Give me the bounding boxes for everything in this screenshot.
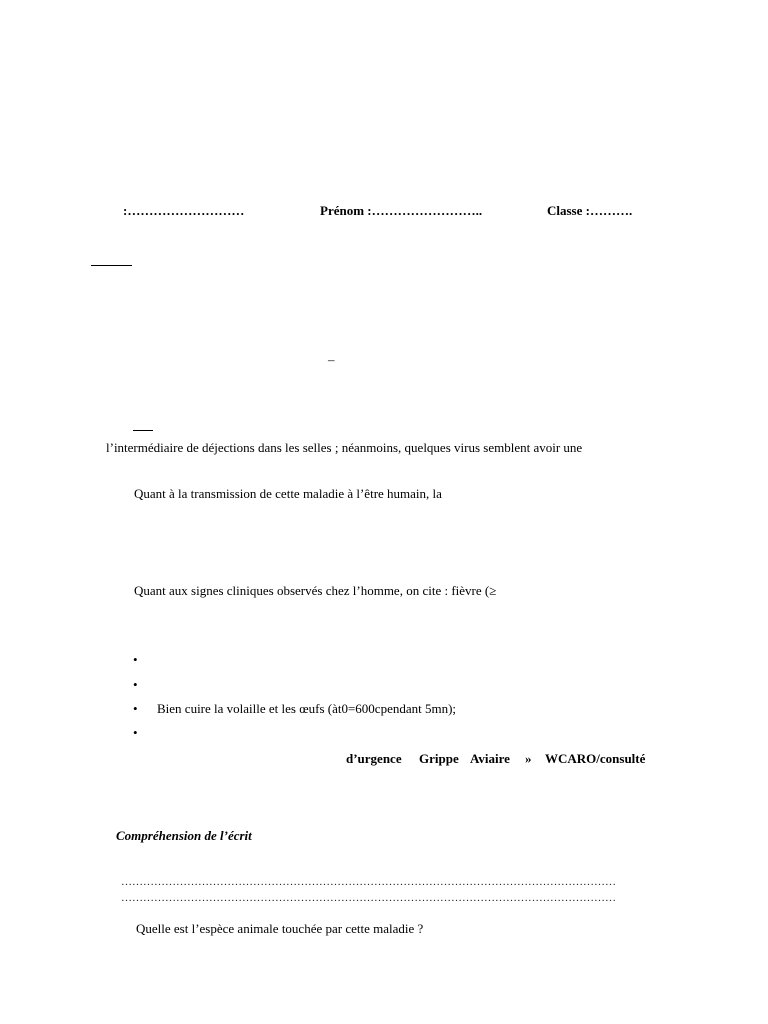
short-rule [133, 430, 153, 431]
answer-line: ……………………………………………………………………………………………………………………… [121, 876, 616, 888]
body-line-3: Quant aux signes cliniques observés chez l’homme, on cite : fièvre (≥ [134, 583, 497, 598]
bullet-marker: • [133, 701, 138, 716]
bullet-marker: • [133, 652, 138, 667]
answer-line: ……………………………………………………………………………………………………………………… [121, 892, 616, 904]
bullet-marker: • [133, 725, 138, 740]
stray-dash: – [328, 352, 335, 367]
footer-word: Aviaire [470, 751, 510, 766]
footer-word: d’urgence [346, 751, 402, 766]
body-line-2: Quant à la transmission de cette maladie à l’être humain, la [134, 486, 442, 501]
footer-word: Grippe [419, 751, 459, 766]
bullet-item: Bien cuire la volaille et les œufs (àt0=600cpendant 5mn); [157, 701, 457, 716]
question-text: Quelle est l’espèce animale touchée par cette maladie ? [136, 921, 424, 936]
footer-word: » [525, 751, 532, 766]
bullet-marker: • [133, 677, 138, 692]
prenom-field: Prénom :…………………….. [320, 203, 483, 218]
classe-field: Classe :………. [547, 203, 633, 218]
underline-rule [91, 265, 132, 266]
section-title: Compréhension de l’écrit [116, 828, 252, 843]
footer-word: WCARO/consulté [545, 751, 646, 766]
nom-field: :……………………… [123, 203, 245, 218]
body-line-1: l’intermédiaire de déjections dans les selles ; néanmoins, quelques virus semblent avoir une [106, 440, 583, 455]
